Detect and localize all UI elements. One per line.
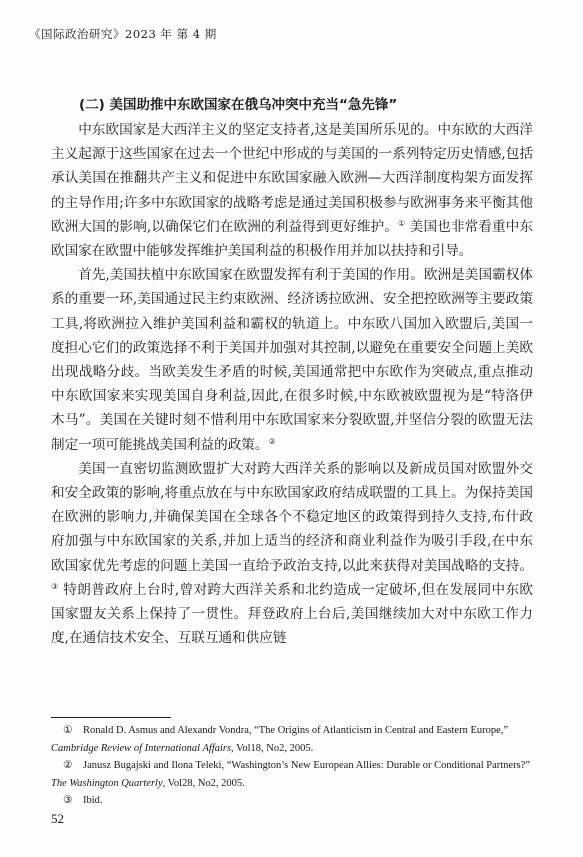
paragraph	[51, 457, 533, 651]
footnote-journal: Cambridge Review of International Affairs	[51, 742, 232, 754]
footnote-mark: ①	[63, 725, 73, 736]
footnotes	[51, 722, 533, 810]
footnote-text: Ibid.	[83, 795, 103, 806]
footnote-mark: ③	[63, 795, 73, 806]
footnote-citation: , Vol18, No2, 2005.	[231, 742, 314, 754]
paragraph	[51, 263, 533, 457]
paragraph-text-after: 特朗普政府上台时,曾对跨大西洋关系和北约造成一定破坏,但在发展同中东欧国家盟友关系上保持了一贯性。拜登政府上台后,美国继续加大对中东欧工作力度,在通信技术安全、互联互通和供应链	[51, 581, 533, 647]
footnote-journal: The Washington Quarterly	[51, 777, 163, 789]
paragraph-text: 美国一直密切监测欧盟扩大对跨大西洋关系的影响以及新成员国对欧盟外交和安全政策的影响,将重点放在与中东欧国家政府结成联盟的工具上。为保持美国在欧洲的影响力,并确保美国在全球各个不稳定地区的政策得到持久支持,布什政府加强与中东欧国家的关系,并加上适当的经济和商业利益作为吸引手段,在中东欧国家优先考虑的问题上美国一直给予政治支持,以此来获得对美国战略的支持。	[51, 460, 533, 574]
footnote-mark: ②	[63, 760, 73, 771]
footnote	[51, 722, 533, 757]
footnote-text: Janusz Bugajski and Ilona Teleki, “Washington’s New European Allies: Durable or Conditional Partners?”	[83, 760, 530, 771]
footnote-divider	[51, 717, 171, 718]
footnote-ref[interactable]: ①	[398, 218, 406, 228]
section-heading: (二) 美国助推中东欧国家在俄乌冲突中充当“急先锋”	[79, 97, 398, 113]
footnote-citation: , Vol28, No2, 2005.	[162, 777, 245, 789]
body-text	[51, 118, 533, 650]
paragraph-text: 首先,美国扶植中东欧国家在欧盟发挥有利于美国的作用。欧洲是美国霸权体系的重要一环,美国通过民主约束欧洲、经济诱拉欧洲、安全把控欧洲等主要政策工具,将欧洲拉入维护美国利益和霸权的轨道上。中东欧八国加入欧盟后,美国一度担心它们的政策选择不利于美国并加强对其控制,以避免在重要安全问题上美欧出现战略分歧。当欧美发生矛盾的时候,美国通常把中东欧作为突破点,重点推动中东欧国家来实现美国自身利益,因此,在很多时候,中东欧被欧盟视为是“特洛伊木马”。美国在关键时刻不惜利用中东欧国家来分裂欧盟,并坚信分裂的欧盟无法制定一项可能挑战美国利益的政策。	[51, 267, 533, 453]
running-header: 《国际政治研究》2023 年 第 4 期	[29, 27, 217, 41]
paragraph	[51, 118, 533, 263]
paragraph-text: 中东欧国家是大西洋主义的坚定支持者,这是美国所乐见的。中东欧的大西洋主义起源于这些国家在过去一个世纪中形成的与美国的一系列特定历史情感,包括承认美国在推翻共产主义和促进中东欧国家融入欧洲—大西洋制度构架方面发挥的主导作用;许多中东欧国家的战略考虑是通过美国积极参与欧洲事务来平衡其他欧洲大国的影响,以确保它们在欧洲的利益得到更好维护。	[51, 122, 533, 235]
footnote	[51, 792, 533, 810]
page-number: 52	[51, 811, 64, 826]
footnote-ref[interactable]: ③	[51, 581, 59, 591]
footnote-ref[interactable]: ②	[268, 436, 276, 446]
paragraph-text-after: 美国也非常看重中东欧国家在欧盟中能够发挥维护美国利益的积极作用并加以扶持和引导。	[51, 218, 534, 260]
footnote	[51, 757, 533, 792]
footnote-text: Ronald D. Asmus and Alexandr Vondra, “The Origins of Atlanticism in Central and Eastern Europe,”	[83, 725, 509, 736]
